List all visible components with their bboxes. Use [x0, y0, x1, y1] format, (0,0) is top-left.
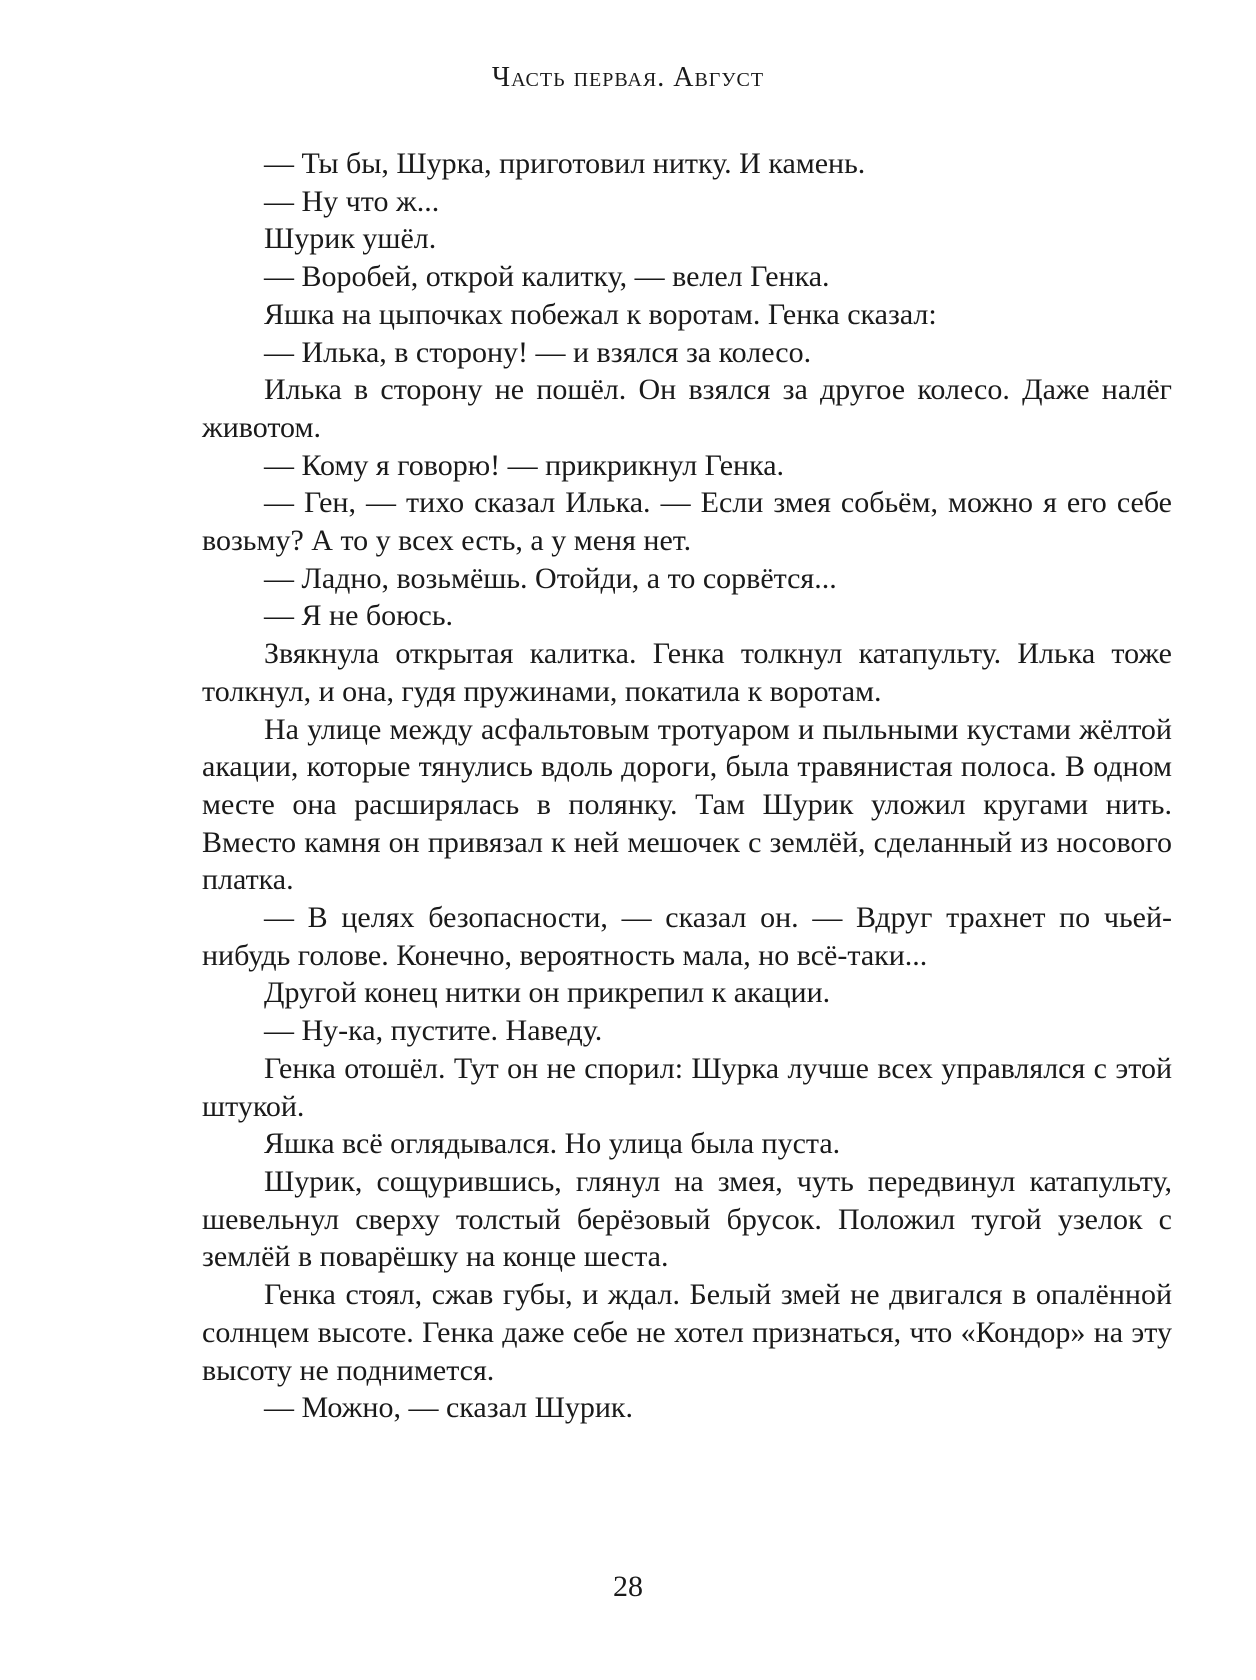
paragraph: — Ладно, возьмёшь. Отойди, а то сорвётся...	[264, 561, 837, 595]
paragraph: Генка отошёл. Тут он не спорил: Шурка лучше всех управлялся с этой штукой.	[202, 1051, 1172, 1123]
page-number: 28	[613, 1570, 643, 1603]
paragraph: Яшка на цыпочках побежал к воротам. Генка сказал:	[264, 297, 937, 331]
paragraph: — Илька, в сторону! — и взялся за колесо.	[264, 335, 812, 369]
paragraph: Другой конец нитки он прикрепил к акации.	[264, 976, 831, 1010]
paragraph: Илька в сторону не пошёл. Он взялся за другое колесо. Даже налёг животом.	[202, 373, 1172, 444]
paragraph: На улице между асфальтовым тротуаром и пыльными кустами жёлтой акации, которые тянулись вдоль дороги, была травянистая полоса. В одном месте она расширялась в полянку. Там Шурик уложил кругами нить. Вместо камня он привязал к ней мешочек с землёй, сделанный из носового платка.	[202, 712, 1172, 897]
paragraph: — Я не боюсь.	[264, 599, 454, 633]
paragraph: — Можно, — сказал Шурик.	[264, 1391, 634, 1425]
paragraph: Генка стоял, сжав губы, и ждал. Белый змей не двигался в опалённой солнцем высоте. Генка даже себе не хотел признаться, что «Кондор» на эту высоту не поднимется.	[202, 1278, 1172, 1387]
paragraph: Звякнула открытая калитка. Генка толкнул катапульту. Илька тоже толкнул, и она, гудя пружинами, покатила к воротам.	[202, 637, 1172, 708]
paragraph: Шурик, сощурившись, глянул на змея, чуть передвинул катапульту, шевельнул сверху толстый берёзовый брусок. Положил тугой узелок с землёй в поварёшку на конце шеста.	[202, 1164, 1172, 1274]
paragraph: — Кому я говорю! — прикрикнул Генка.	[264, 448, 785, 482]
paragraph: — Ну что ж...	[264, 184, 440, 218]
paragraph: Яшка всё оглядывался. Но улица была пуста.	[264, 1127, 841, 1161]
paragraph: — Воробей, открой калитку, — велел Генка.	[264, 260, 830, 294]
body-text	[202, 145, 1172, 1427]
paragraph: — В целях безопасности, — сказал он. — Вдруг трахнет по чьей-нибудь голове. Конечно, вероятность мала, но всё-таки...	[202, 901, 1172, 972]
paragraph: Шурик ушёл.	[264, 222, 437, 256]
paragraph: — Ну-ка, пустите. Наведу.	[264, 1014, 603, 1048]
paragraph: — Ген, — тихо сказал Илька. — Если змея собьём, можно я его себе возьму? А то у всех есть, а у меня нет.	[202, 486, 1172, 558]
running-head: Часть первая. Август	[491, 62, 765, 93]
paragraph: — Ты бы, Шурка, приготовил нитку. И камень.	[264, 147, 866, 180]
